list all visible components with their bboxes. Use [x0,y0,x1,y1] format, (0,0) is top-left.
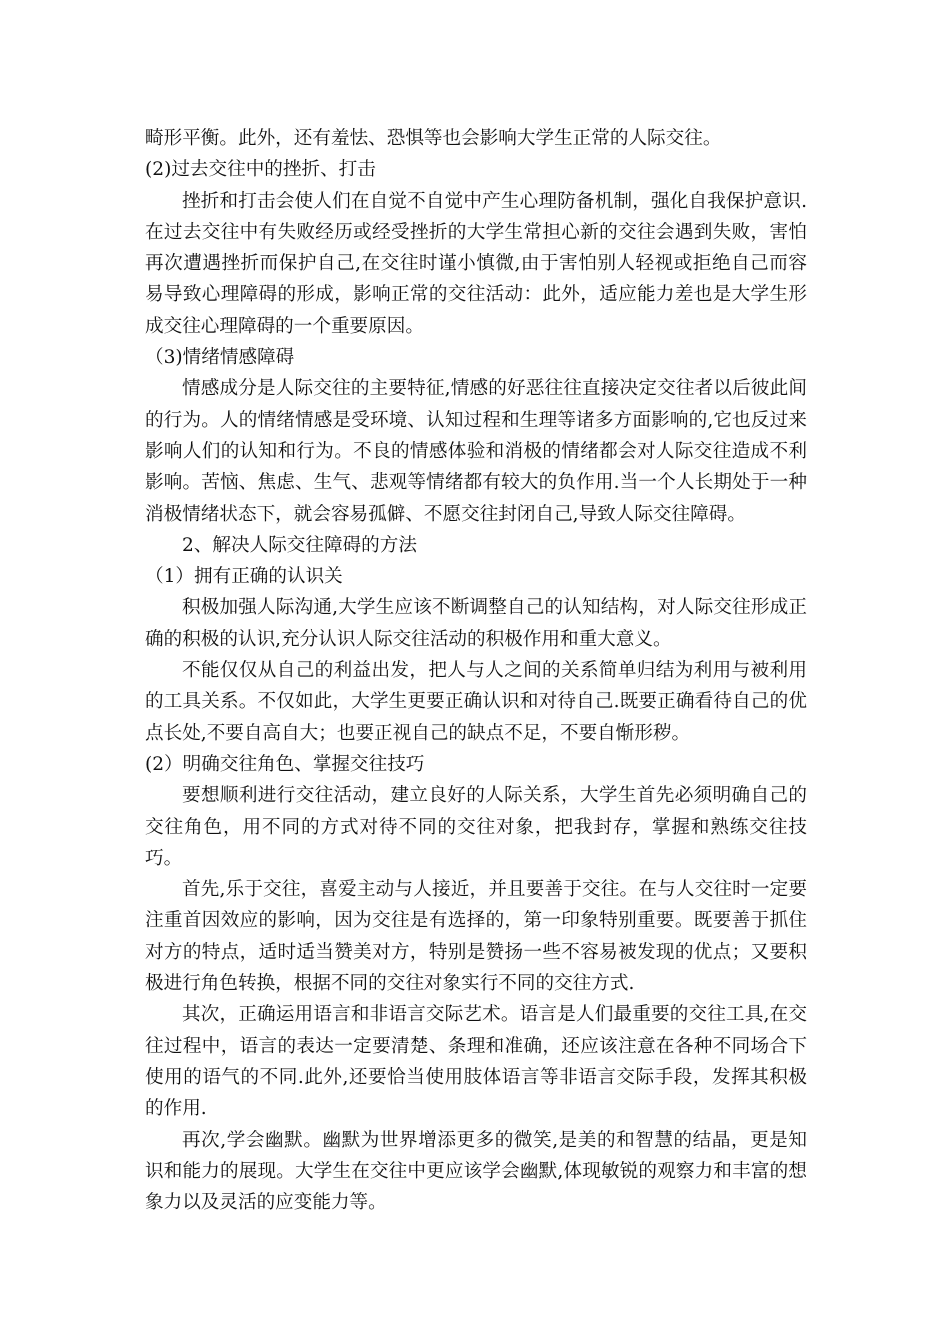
section-heading-solutions: 2、解决人际交往障碍的方法 [182,534,417,556]
paragraph-self-interest: 不能仅仅从自己的利益出发，把人与人之间的关系简单归结为利用与被利用的工具关系。不仅如此，大学生更要正确认识和对待自己.既要正确看待自己的优点长处,不要自高自大；也要正视自己的缺点不足，不要自惭形秽。 [145,660,807,744]
paragraph-third: 再次,学会幽默。幽默为世界增添更多的微笑,是美的和智慧的结晶，更是知识和能力的展现。大学生在交往中更应该学会幽默,体现敏锐的观察力和丰富的想象力以及灵活的应变能力等。 [145,1129,807,1214]
paragraph-second: 其次，正确运用语言和非语言交际艺术。语言是人们最重要的交往工具,在交往过程中，语言的表达一定要清楚、条理和准确，还应该注意在各种不同场合下使用的语气的不同.此外,还要恰当使用肢体语言等非语言交际手段，发挥其积极的作用. [145,1004,807,1120]
section-heading-2-roles-skills: (2）明确交往角色、掌握交往技巧 [145,753,425,775]
document-body [145,123,807,1218]
paragraph-frustration: 挫折和打击会使人们在自觉不自觉中产生心理防备机制，强化自我保护意识.在过去交往中有失败经历或经受挫折的大学生常担心新的交往会遇到失败，害怕再次遭遇挫折而保护自己,在交往时谨小慎微,由于害怕别人轻视或拒绝自己而容易导致心理障碍的形成，影响正常的交往活动：此外，适应能力差也是大学生形成交往心理障碍的一个重要原因。 [145,190,807,337]
paragraph-roles: 要想顺利进行交往活动，建立良好的人际关系，大学生首先必须明确自己的交往角色，用不同的方式对待不同的交往对象，把我封存，掌握和熟练交往技巧。 [145,785,807,869]
section-heading-3-emotional-barrier: （3)情绪情感障碍 [145,347,295,369]
paragraph-communication: 积极加强人际沟通,大学生应该不断调整自己的认知结构，对人际交往形成正确的积极的认识,充分认识人际交往活动的积极作用和重大意义。 [145,597,807,650]
paragraph-first: 首先,乐于交往，喜爱主动与人接近，并且要善于交往。在与人交往时一定要注重首因效应的影响，因为交往是有选择的，第一印象特别重要。既要善于抓住对方的特点，适时适当赞美对方，特别是赞扬一些不容易被发现的优点；又要积极进行角色转换，根据不同的交往对象实行不同的交往方式. [145,879,807,995]
section-heading-2-past-frustration: (2)过去交往中的挫折、打击 [145,159,376,181]
paragraph-continuation: 畸形平衡。此外，还有羞怯、恐惧等也会影响大学生正常的人际交往。 [145,128,722,149]
paragraph-emotion: 情感成分是人际交往的主要特征,情感的好恶往往直接决定交往者以后彼此间的行为。人的情绪情感是受环境、认知过程和生理等诸多方面影响的,它也反过来影响人们的认知和行为。不良的情感体验和消极的情绪都会对人际交往造成不利影响。苦恼、焦虑、生气、悲观等情绪都有较大的负作用.当一个人长期处于一种消极情绪状态下，就会容易孤僻、不愿交往封闭自己,导致人际交往障碍。 [145,378,807,525]
section-heading-1-correct-understanding: （1）拥有正确的认识关 [145,566,343,588]
